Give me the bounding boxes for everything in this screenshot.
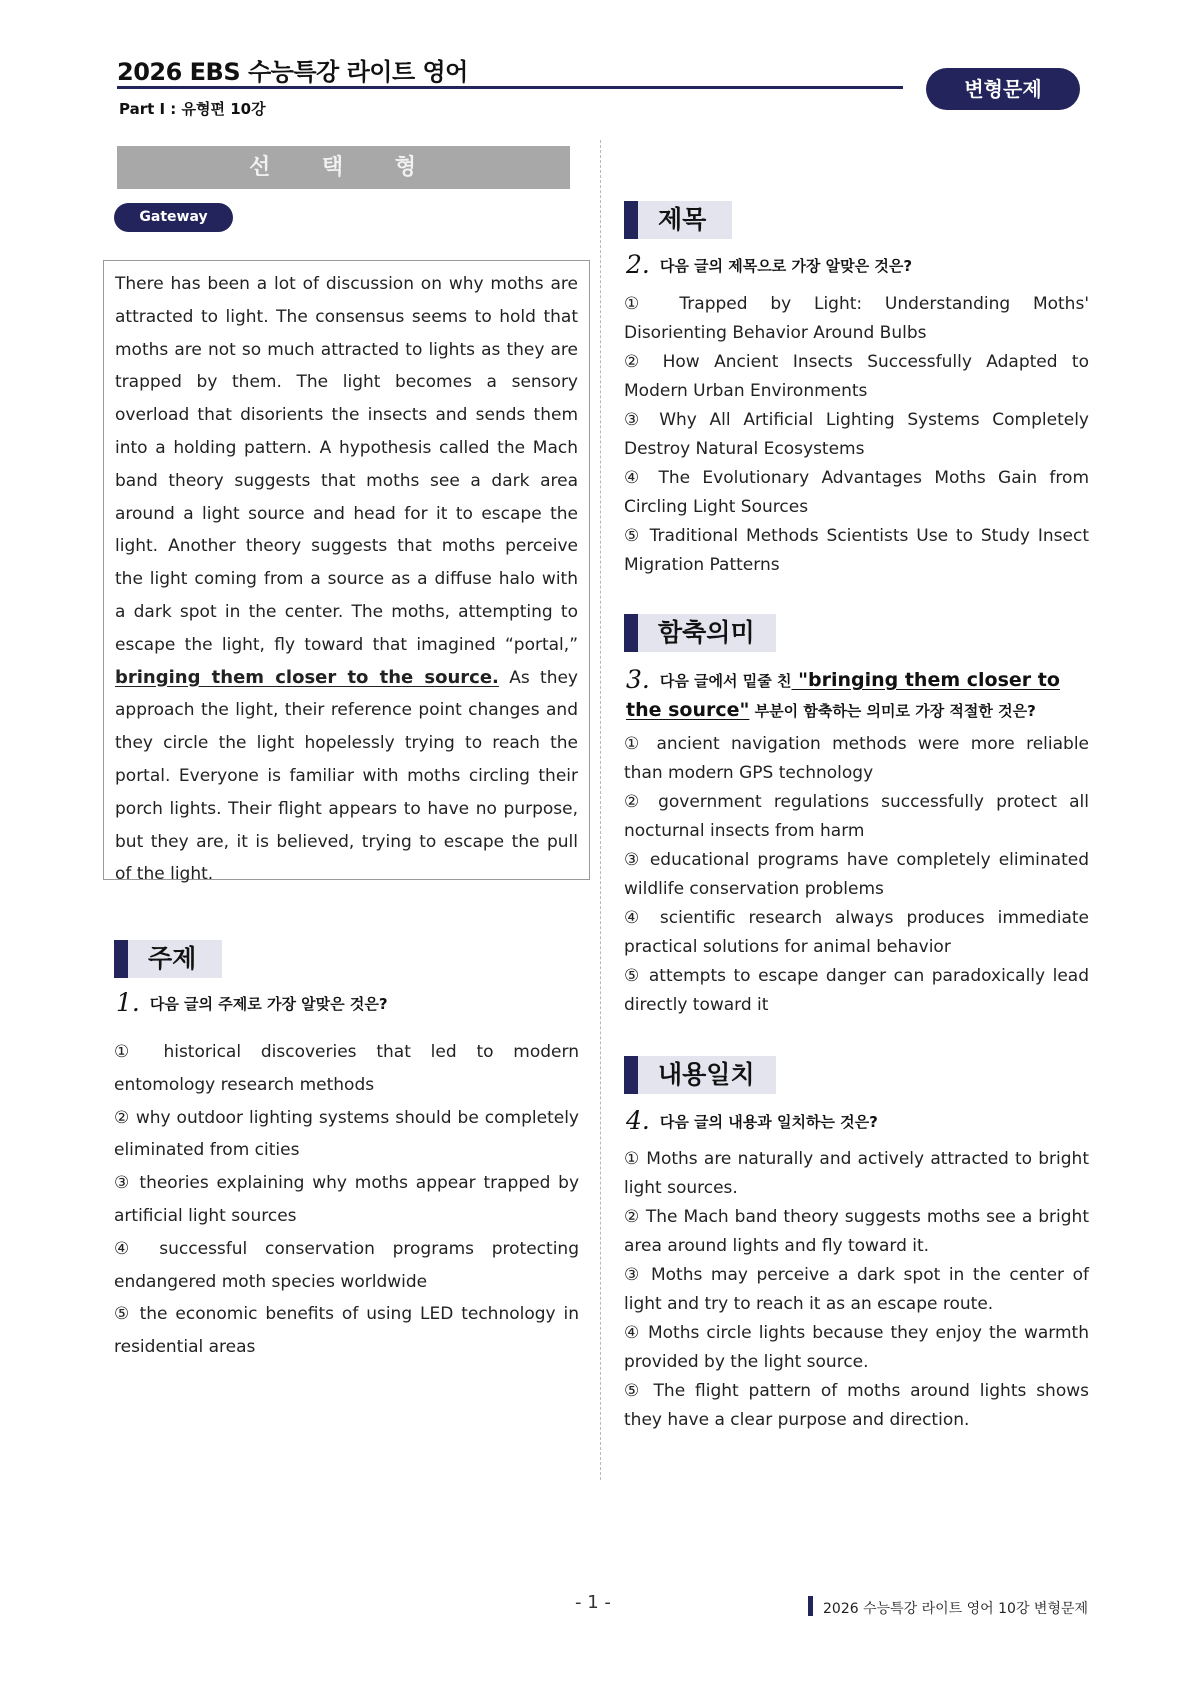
- page-number: - 1 -: [575, 1592, 611, 1613]
- passage-box: [103, 260, 590, 885]
- option-3[interactable]: ③ educational programs have completely eliminated wildlife conservation problems: [624, 850, 1089, 899]
- option-2[interactable]: ② How Ancient Insects Successfully Adapted to Modern Urban Environments: [624, 352, 1089, 401]
- section-marker: [624, 201, 638, 239]
- question-4-prompt: [626, 1106, 878, 1135]
- section-marker: [624, 1056, 638, 1094]
- question-3-options: [624, 730, 1089, 1020]
- option-3[interactable]: ③ Why All Artificial Lighting Systems Completely Destroy Natural Ecosystems: [624, 410, 1089, 459]
- passage-text: [115, 268, 578, 891]
- option-1[interactable]: ① Moths are naturally and actively attracted to bright light sources.: [624, 1149, 1089, 1198]
- section-marker: [114, 940, 128, 978]
- option-1[interactable]: ① Trapped by Light: Understanding Moths' Disorienting Behavior Around Bulbs: [624, 294, 1089, 343]
- option-1[interactable]: ① ancient navigation methods were more reliable than modern GPS technology: [624, 734, 1089, 783]
- footer-marker: [808, 1596, 813, 1616]
- underlined-phrase: bringing them closer to the source.: [115, 666, 499, 688]
- section-header-title: [624, 201, 732, 239]
- question-number: 4.: [626, 1106, 650, 1135]
- option-4[interactable]: ④ The Evolutionary Advantages Moths Gain from Circling Light Sources: [624, 468, 1089, 517]
- option-5[interactable]: ⑤ The flight pattern of moths around lights shows they have a clear purpose and direction.: [624, 1381, 1089, 1430]
- column-divider: [600, 140, 601, 1480]
- option-1[interactable]: ① historical discoveries that led to modern entomology research methods: [114, 1042, 579, 1095]
- question-number: 3.: [626, 665, 650, 694]
- section-title: 주제: [148, 944, 197, 973]
- section-header-implication: [624, 614, 776, 652]
- section-title: 함축의미: [658, 618, 755, 647]
- question-4-options: [624, 1145, 1089, 1435]
- section-title: 제목: [658, 205, 707, 234]
- question-number: 1.: [116, 988, 140, 1017]
- part-label: Part Ⅰ : 유형편 10강: [119, 100, 266, 118]
- option-5[interactable]: ⑤ attempts to escape danger can paradoxically lead directly toward it: [624, 966, 1089, 1015]
- gateway-badge: Gateway: [114, 203, 233, 232]
- question-text-tail: 부분이 함축하는 의미로 가장 적절한 것은?: [749, 702, 1036, 720]
- option-2[interactable]: ② government regulations successfully protect all nocturnal insects from harm: [624, 792, 1089, 841]
- section-header-consistency: [624, 1056, 776, 1094]
- option-2[interactable]: ② The Mach band theory suggests moths see a bright area around lights and fly toward it.: [624, 1207, 1089, 1256]
- question-text: 다음 글의 내용과 일치하는 것은?: [659, 1113, 878, 1131]
- option-5[interactable]: ⑤ Traditional Methods Scientists Use to Study Insect Migration Patterns: [624, 526, 1089, 575]
- question-2-options: [624, 290, 1089, 580]
- document-title: 2026 EBS 수능특강 라이트 영어: [117, 58, 468, 86]
- question-text: 다음 글의 제목으로 가장 알맞은 것은?: [659, 257, 913, 275]
- question-text: 다음 글에서 밑줄 친: [659, 672, 792, 690]
- selection-type-bar: 선 택 형: [117, 146, 570, 189]
- option-5[interactable]: ⑤ the economic benefits of using LED technology in residential areas: [114, 1304, 579, 1358]
- option-4[interactable]: ④ successful conservation programs protecting endangered moth species worldwide: [114, 1238, 579, 1292]
- section-marker: [624, 614, 638, 652]
- question-1-prompt: [116, 988, 388, 1017]
- section-header-topic: [114, 940, 222, 978]
- footer-label: 2026 수능특강 라이트 영어 10강 변형문제: [823, 1601, 1089, 1617]
- passage-part-1: There has been a lot of discussion on why moths are attracted to light. The consensus seems to hold that moths are not so much attracted to lights as they are trapped by them. The light becomes a sensory overload that disorients the insects and sends them into a holding pattern. A hypothesis called the Mach band theory suggests that moths see a dark area around a light source and head for it to escape the light. Another theory suggests that moths perceive the light coming from a source as a diffuse halo with a dark spot in the center. The moths, attempting to escape the light, fly toward that imagined “portal,”: [115, 274, 578, 655]
- question-text: 다음 글의 주제로 가장 알맞은 것은?: [149, 995, 388, 1013]
- quoted-phrase: "bringing them closer to the source": [626, 669, 1060, 721]
- option-4[interactable]: ④ scientific research always produces immediate practical solutions for animal behavior: [624, 908, 1089, 957]
- option-3[interactable]: ③ Moths may perceive a dark spot in the center of light and try to reach it as an escape route.: [624, 1265, 1089, 1314]
- question-2-prompt: [626, 250, 912, 279]
- header-divider: [117, 86, 903, 89]
- question-3-prompt: [626, 665, 1091, 726]
- passage-part-2: As they approach the light, their reference point changes and they circle the light hopelessly trying to reach the portal. Everyone is familiar with moths circling their porch lights. Their flight appears to have no purpose, but they are, it is believed, trying to escape the pull of the light.: [115, 667, 578, 885]
- option-4[interactable]: ④ Moths circle lights because they enjoy the warmth provided by the light source.: [624, 1323, 1089, 1372]
- question-1-options: [114, 1036, 579, 1364]
- variant-badge: 변형문제: [926, 68, 1080, 110]
- question-number: 2.: [626, 250, 650, 279]
- option-3[interactable]: ③ theories explaining why moths appear trapped by artificial light sources: [114, 1173, 579, 1226]
- option-2[interactable]: ② why outdoor lighting systems should be completely eliminated from cities: [114, 1107, 579, 1161]
- section-title: 내용일치: [658, 1060, 755, 1089]
